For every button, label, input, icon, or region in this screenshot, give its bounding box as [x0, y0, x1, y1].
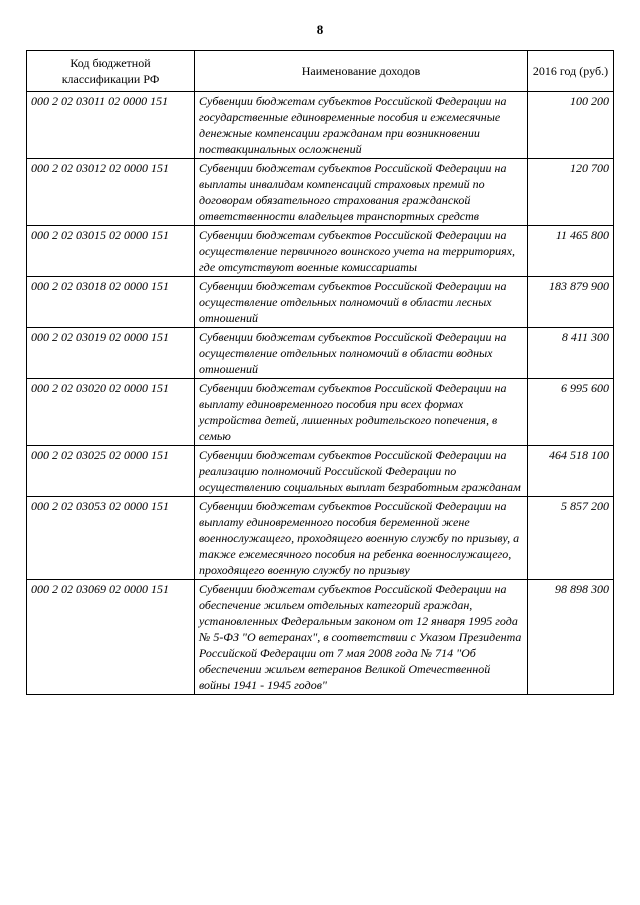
row-code: 000 2 02 03011 02 0000 151	[27, 92, 195, 159]
table-row	[27, 379, 614, 446]
row-amount: 8 411 300	[528, 328, 614, 379]
row-code: 000 2 02 03019 02 0000 151	[27, 328, 195, 379]
row-code: 000 2 02 03020 02 0000 151	[27, 379, 195, 446]
row-amount: 98 898 300	[528, 580, 614, 695]
table-row	[27, 497, 614, 580]
table-row	[27, 446, 614, 497]
row-code: 000 2 02 03012 02 0000 151	[27, 159, 195, 226]
row-name: Субвенции бюджетам субъектов Российской Федерации на реализацию полномочий Российской Федерации по осуществлению социальных выплат безработным гражданам	[195, 446, 528, 497]
revenue-table	[26, 50, 614, 695]
header-name: Наименование доходов	[195, 51, 528, 92]
row-name: Субвенции бюджетам субъектов Российской Федерации на осуществление первичного воинского учета на территориях, где отсутствуют военные комиссариаты	[195, 226, 528, 277]
row-name: Субвенции бюджетам субъектов Российской Федерации на выплаты инвалидам компенсаций страховых премий по договорам обязательного страхования гражданской ответственности владельцев транспортных средств	[195, 159, 528, 226]
row-name: Субвенции бюджетам субъектов Российской Федерации на выплату единовременного пособия при всех формах устройства детей, лишенных родительского попечения, в семью	[195, 379, 528, 446]
row-code: 000 2 02 03015 02 0000 151	[27, 226, 195, 277]
table-row	[27, 580, 614, 695]
row-amount: 6 995 600	[528, 379, 614, 446]
row-amount: 183 879 900	[528, 277, 614, 328]
page-number: 8	[316, 22, 324, 37]
table-row	[27, 277, 614, 328]
row-code: 000 2 02 03018 02 0000 151	[27, 277, 195, 328]
table-row	[27, 226, 614, 277]
row-amount: 464 518 100	[528, 446, 614, 497]
row-code: 000 2 02 03069 02 0000 151	[27, 580, 195, 695]
header-amount: 2016 год (руб.)	[528, 51, 614, 92]
row-code: 000 2 02 03025 02 0000 151	[27, 446, 195, 497]
row-name: Субвенции бюджетам субъектов Российской Федерации на государственные единовременные пособия и ежемесячные денежные компенсации гражданам при возникновении поствакцинальных осложнений	[195, 92, 528, 159]
header-code: Код бюджетной классификации РФ	[27, 51, 195, 92]
row-amount: 120 700	[528, 159, 614, 226]
row-name: Субвенции бюджетам субъектов Российской Федерации на осуществление отдельных полномочий в области водных отношений	[195, 328, 528, 379]
table-row	[27, 159, 614, 226]
row-amount: 100 200	[528, 92, 614, 159]
table-row	[27, 328, 614, 379]
row-amount: 5 857 200	[528, 497, 614, 580]
row-name: Субвенции бюджетам субъектов Российской Федерации на выплату единовременного пособия беременной жене военнослужащего, проходящего военную службу по призыву, а также ежемесячного пособия на ребенка военнослужащего, проходящего военную службу по призыву	[195, 497, 528, 580]
row-code: 000 2 02 03053 02 0000 151	[27, 497, 195, 580]
row-name: Субвенции бюджетам субъектов Российской Федерации на осуществление отдельных полномочий в области лесных отношений	[195, 277, 528, 328]
row-amount: 11 465 800	[528, 226, 614, 277]
table-header-row	[27, 51, 614, 92]
table-row	[27, 92, 614, 159]
row-name: Субвенции бюджетам субъектов Российской Федерации на обеспечение жильем отдельных категорий граждан, установленных Федеральным законом от 12 января 1995 года № 5-ФЗ "О ветеранах", в соответствии с Указом Президента Российской Федерации от 7 мая 2008 года № 714 "Об обеспечении жильем ветеранов Великой Отечественной войны 1941 - 1945 годов"	[195, 580, 528, 695]
